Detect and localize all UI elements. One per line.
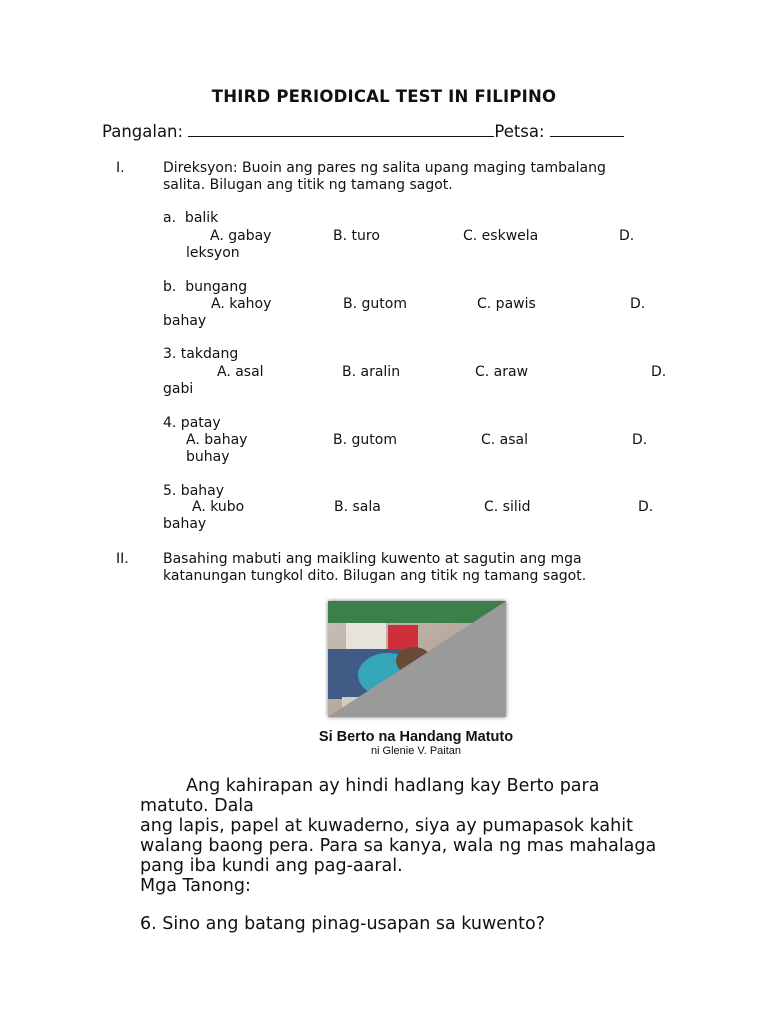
date-label: Petsa:	[494, 122, 545, 141]
date-blank[interactable]	[550, 122, 624, 137]
choice-b[interactable]: B. aralin	[342, 364, 401, 380]
choice-b[interactable]: B. sala	[334, 499, 381, 515]
choice-b[interactable]: B. turo	[333, 228, 380, 244]
page-title: THIRD PERIODICAL TEST IN FILIPINO	[211, 87, 557, 106]
choice-a[interactable]: A. asal	[217, 364, 264, 380]
story-author: ni Glenie V. Paitan	[370, 745, 462, 757]
story-title: Si Berto na Handang Matuto	[318, 729, 514, 745]
choice-d-text: leksyon	[186, 245, 240, 261]
name-label: Pangalan:	[102, 122, 184, 141]
choice-a[interactable]: A. bahay	[186, 432, 248, 448]
question-stem: 4. patay	[163, 415, 221, 431]
choice-a[interactable]: A. kubo	[192, 499, 245, 515]
choice-d[interactable]: D.	[630, 296, 646, 312]
choice-a[interactable]: A. kahoy	[211, 296, 272, 312]
question-stem: a. balik	[163, 210, 219, 226]
name-date-row	[102, 122, 624, 141]
photo-paper	[346, 623, 386, 649]
choice-d[interactable]: D.	[638, 499, 654, 515]
choice-d-text: bahay	[163, 313, 207, 329]
choice-a[interactable]: A. gabay	[210, 228, 272, 244]
choice-c[interactable]: C. silid	[484, 499, 531, 515]
choice-d[interactable]: D.	[619, 228, 635, 244]
choice-d[interactable]: D.	[632, 432, 648, 448]
question-stem: 5. bahay	[163, 483, 225, 499]
choice-d-text: buhay	[186, 449, 230, 465]
question-stem: b. bungang	[163, 279, 248, 295]
story-line: Ang kahirapan ay hindi hadlang kay Berto para	[186, 776, 600, 796]
choice-b[interactable]: B. gutom	[333, 432, 397, 448]
choice-c[interactable]: C. asal	[481, 432, 529, 448]
story-line: walang baong pera. Para sa kanya, wala ng mas mahalaga	[140, 836, 657, 856]
story-line: matuto. Dala	[140, 796, 254, 816]
question-stem: 3. takdang	[163, 346, 239, 362]
choice-c[interactable]: C. araw	[475, 364, 529, 380]
choice-c[interactable]: C. eskwela	[463, 228, 539, 244]
choice-c[interactable]: C. pawis	[477, 296, 536, 312]
story-illustration	[328, 601, 506, 717]
question-6: 6. Sino ang batang pinag-usapan sa kuwento?	[140, 914, 546, 934]
choice-d-text: bahay	[163, 516, 207, 532]
photo-red-object	[388, 625, 418, 649]
story-line: pang iba kundi ang pag-aaral.	[140, 856, 403, 876]
directions-line: salita. Bilugan ang titik ng tamang sagot.	[163, 177, 453, 193]
directions-line: katanungan tungkol dito. Bilugan ang titik ng tamang sagot.	[163, 568, 587, 584]
story-line: ang lapis, papel at kuwaderno, siya ay pumapasok kahit	[140, 816, 633, 836]
section-numeral: I.	[116, 160, 125, 176]
directions-line: Direksyon: Buoin ang pares ng salita upang maging tambalang	[163, 160, 606, 176]
choice-b[interactable]: B. gutom	[343, 296, 407, 312]
child-reading-photo	[328, 601, 506, 717]
choice-d-text: gabi	[163, 381, 194, 397]
choice-d[interactable]: D.	[651, 364, 667, 380]
name-blank[interactable]	[188, 122, 494, 137]
questions-label: Mga Tanong:	[140, 876, 251, 896]
section-numeral: II.	[116, 551, 129, 567]
directions-line: Basahing mabuti ang maikling kuwento at sagutin ang mga	[163, 551, 582, 567]
